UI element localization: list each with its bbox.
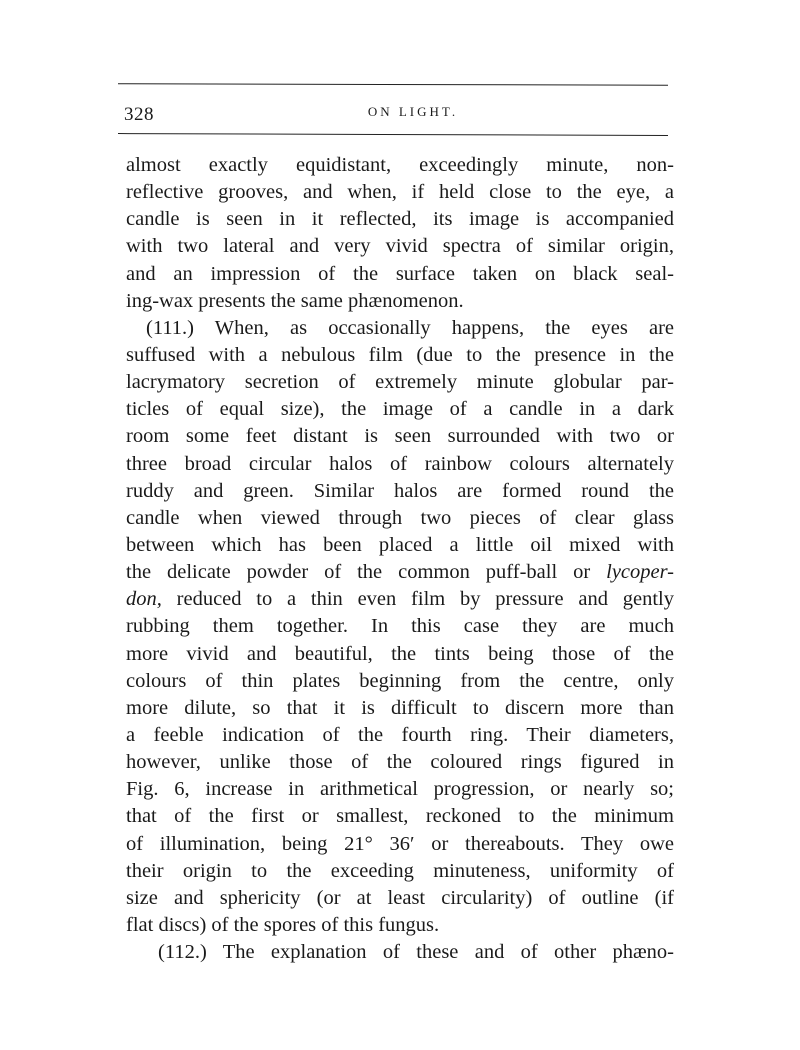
text-line: size and sphericity (or at least circularity) of outline (if [126,886,674,909]
header-rule-top [118,83,668,85]
text-line: candle when viewed through two pieces of clear glass [126,506,674,529]
text-line: a feeble indication of the fourth ring. Their diameters, [126,723,674,746]
text-line: their origin to the exceeding minuteness, uniformity of [126,859,674,882]
text-line: almost exactly equidistant, exceedingly minute, non- [126,154,674,176]
text-line: colours of thin plates beginning from the centre, only [126,669,674,692]
text-line: three broad circular halos of rainbow colours alternately [126,452,674,475]
text-line: ruddy and green. Similar halos are formed round the [126,479,674,502]
text-line: flat discs) of the spores of this fungus. [126,913,440,936]
text-line [126,559,674,586]
text-line: however, unlike those of the coloured rings figured in [126,751,674,774]
text-line: rubbing them together. In this case they are much [126,615,674,638]
text-line [126,586,674,613]
text-line: candle is seen in it reflected, its image is accompanied [126,208,674,231]
text-line: room some feet distant is seen surrounded with two or [126,425,674,448]
text-line: of illumination, being 21° 36′ or thereabouts. They owe [126,832,674,855]
body-text [126,152,674,966]
paragraph-111-start: (111.) When, as occasionally happens, the eyes are [146,316,674,339]
text-line: between which has been placed a little oil mixed with [126,533,674,556]
text-line-part: reduced to a thin even film by pressure and gently [176,588,674,611]
text-line-part: the delicate powder of the common puff-ball or [126,561,591,584]
italic-term: don, [126,588,162,611]
page-number: 328 [124,104,154,125]
text-line: and an impression of the surface taken on black seal- [126,262,674,285]
text-line: reflective grooves, and when, if held close to the eye, a [126,181,674,204]
text-line: lacrymatory secretion of extremely minute globular par- [126,371,674,394]
text-line: Fig. 6, increase in arithmetical progression, or nearly so; [126,778,674,801]
running-head [118,100,668,128]
running-title: ON LIGHT. [367,104,459,119]
italic-term: lycoper- [606,561,675,584]
header-rule-bottom [118,133,668,136]
paragraph-112-start: (112.) The explanation of these and of other phæno- [158,941,674,964]
text-line: ing-wax presents the same phænomenon. [126,289,464,312]
text-line: with two lateral and very vivid spectra of similar origin, [126,235,674,258]
text-line: suffused with a nebulous film (due to the presence in the [126,343,674,366]
text-line: more vivid and beautiful, the tints being those of the [126,642,674,665]
text-line: ticles of equal size), the image of a candle in a dark [126,398,674,421]
text-line: that of the first or smallest, reckoned to the minimum [126,805,674,828]
text-line: more dilute, so that it is difficult to discern more than [126,696,674,719]
